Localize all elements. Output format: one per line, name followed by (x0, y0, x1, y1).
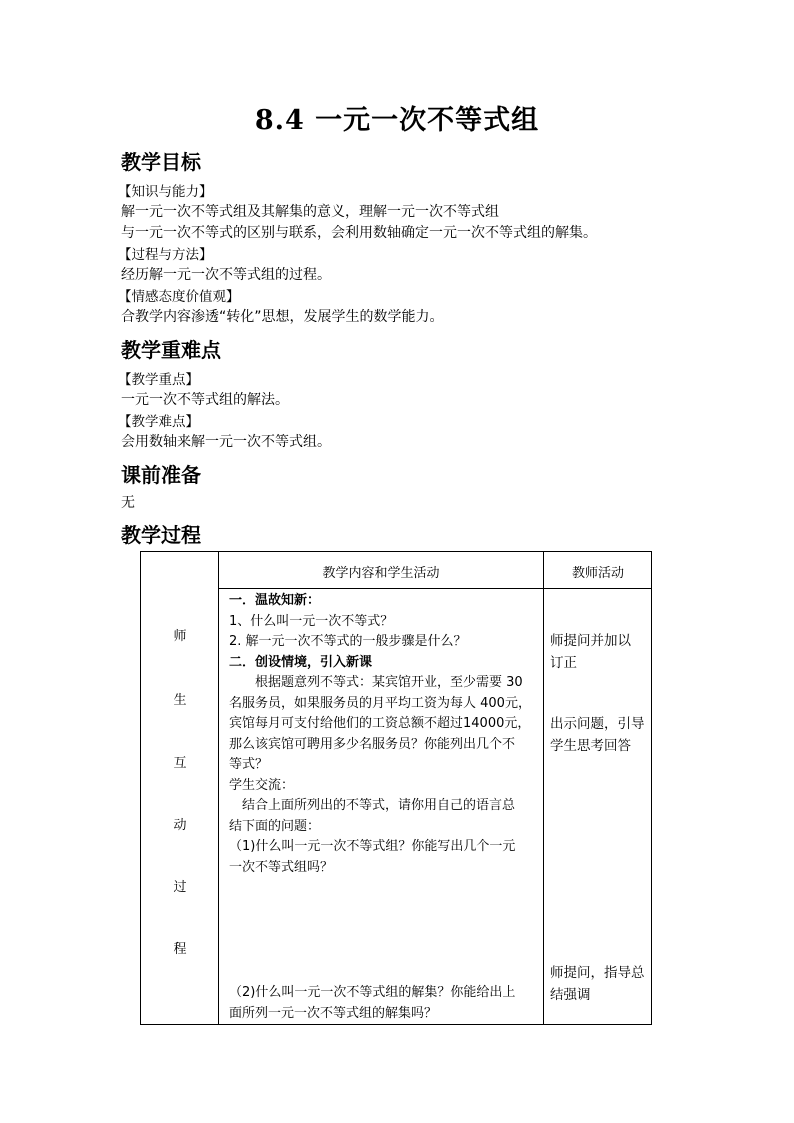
content-line: 一．温故知新： (229, 593, 321, 608)
teacher-note: 出示问题，引导 学生思考回答 (550, 716, 645, 754)
content-line: 学生交流： (229, 777, 295, 793)
key-points-heading: 教学重难点 (121, 338, 221, 362)
content-cell-bottom (229, 983, 541, 1024)
row-label-char: 过 (173, 880, 187, 895)
difficulty-label: 【教学难点】 (118, 414, 199, 430)
content-line: 结合上面所列出的不等式，请你用自己的语言总 (229, 798, 516, 813)
row-label-char: 动 (173, 818, 187, 833)
objectives-heading: 教学目标 (121, 150, 201, 174)
content-line: 面所列一元一次不等式组的解集吗？ (229, 1005, 438, 1021)
content-line: （2)什么叫一元一次不等式组的解集？你能给出上 (229, 985, 516, 1000)
content-line: 那么该宾馆可聘用多少名服务员？你能列出几个不 (229, 736, 516, 752)
content-line: 等式？ (229, 757, 269, 772)
content-line: 1、什么叫一元一次不等式？ (229, 613, 394, 629)
content-line: 宾馆每月可支付给他们的工资总额不超过14000元， (229, 716, 531, 731)
row-label-char: 互 (173, 756, 187, 771)
attitude-label: 【情感态度价值观】 (118, 289, 240, 305)
difficulty-line: 会用数轴来解一元一次不等式组。 (121, 434, 331, 450)
content-line: 二．创设情境，引入新课 (229, 654, 373, 670)
attitude-line: 合教学内容渗透“转化”思想，发展学生的数学能力。 (121, 309, 444, 325)
row-label-char: 师 (173, 629, 187, 644)
process-table (140, 551, 652, 1025)
row-label-char: 生 (173, 693, 187, 708)
content-line: 一次不等式组吗？ (229, 859, 334, 875)
knowledge-label: 【知识与能力】 (118, 184, 213, 200)
teacher-note: 师提问，指导总 结强调 (550, 965, 645, 1003)
focus-line: 一元一次不等式组的解法。 (121, 392, 289, 408)
page-title: 8.4 一元一次不等式组 (254, 105, 540, 136)
table-header-divider (218, 588, 651, 589)
header-teacher: 教师活动 (571, 566, 624, 581)
content-line: 2. 解一元一次不等式的一般步骤是什么？ (229, 634, 467, 649)
teacher-note: 师提问并加以 订正 (550, 633, 631, 671)
content-line: （1)什么叫一元一次不等式组？你能写出几个一元 (229, 839, 516, 854)
process-label: 【过程与方法】 (118, 247, 213, 263)
preparation-value: 无 (121, 495, 135, 511)
focus-label: 【教学重点】 (118, 372, 199, 388)
header-content: 教学内容和学生活动 (322, 566, 440, 581)
content-cell (229, 591, 541, 878)
row-label-char: 程 (173, 942, 187, 957)
process-heading: 教学过程 (121, 523, 201, 547)
knowledge-line-1: 解一元一次不等式组及其解集的意义，理解一元一次不等式组 (121, 204, 499, 220)
table-divider-2 (543, 552, 544, 1024)
knowledge-line-2: 与一元一次不等式的区别与联系，会利用数轴确定一元一次不等式组的解集。 (121, 225, 597, 241)
process-line: 经历解一元一次不等式组的过程。 (121, 267, 331, 283)
content-line: 结下面的问题： (229, 818, 321, 834)
content-line: 名服务员，如果服务员的月平均工资为每人 400元， (229, 695, 531, 711)
content-line: 根据题意列不等式：某宾馆开业，至少需要 30 (229, 675, 523, 690)
preparation-heading: 课前准备 (121, 463, 201, 487)
